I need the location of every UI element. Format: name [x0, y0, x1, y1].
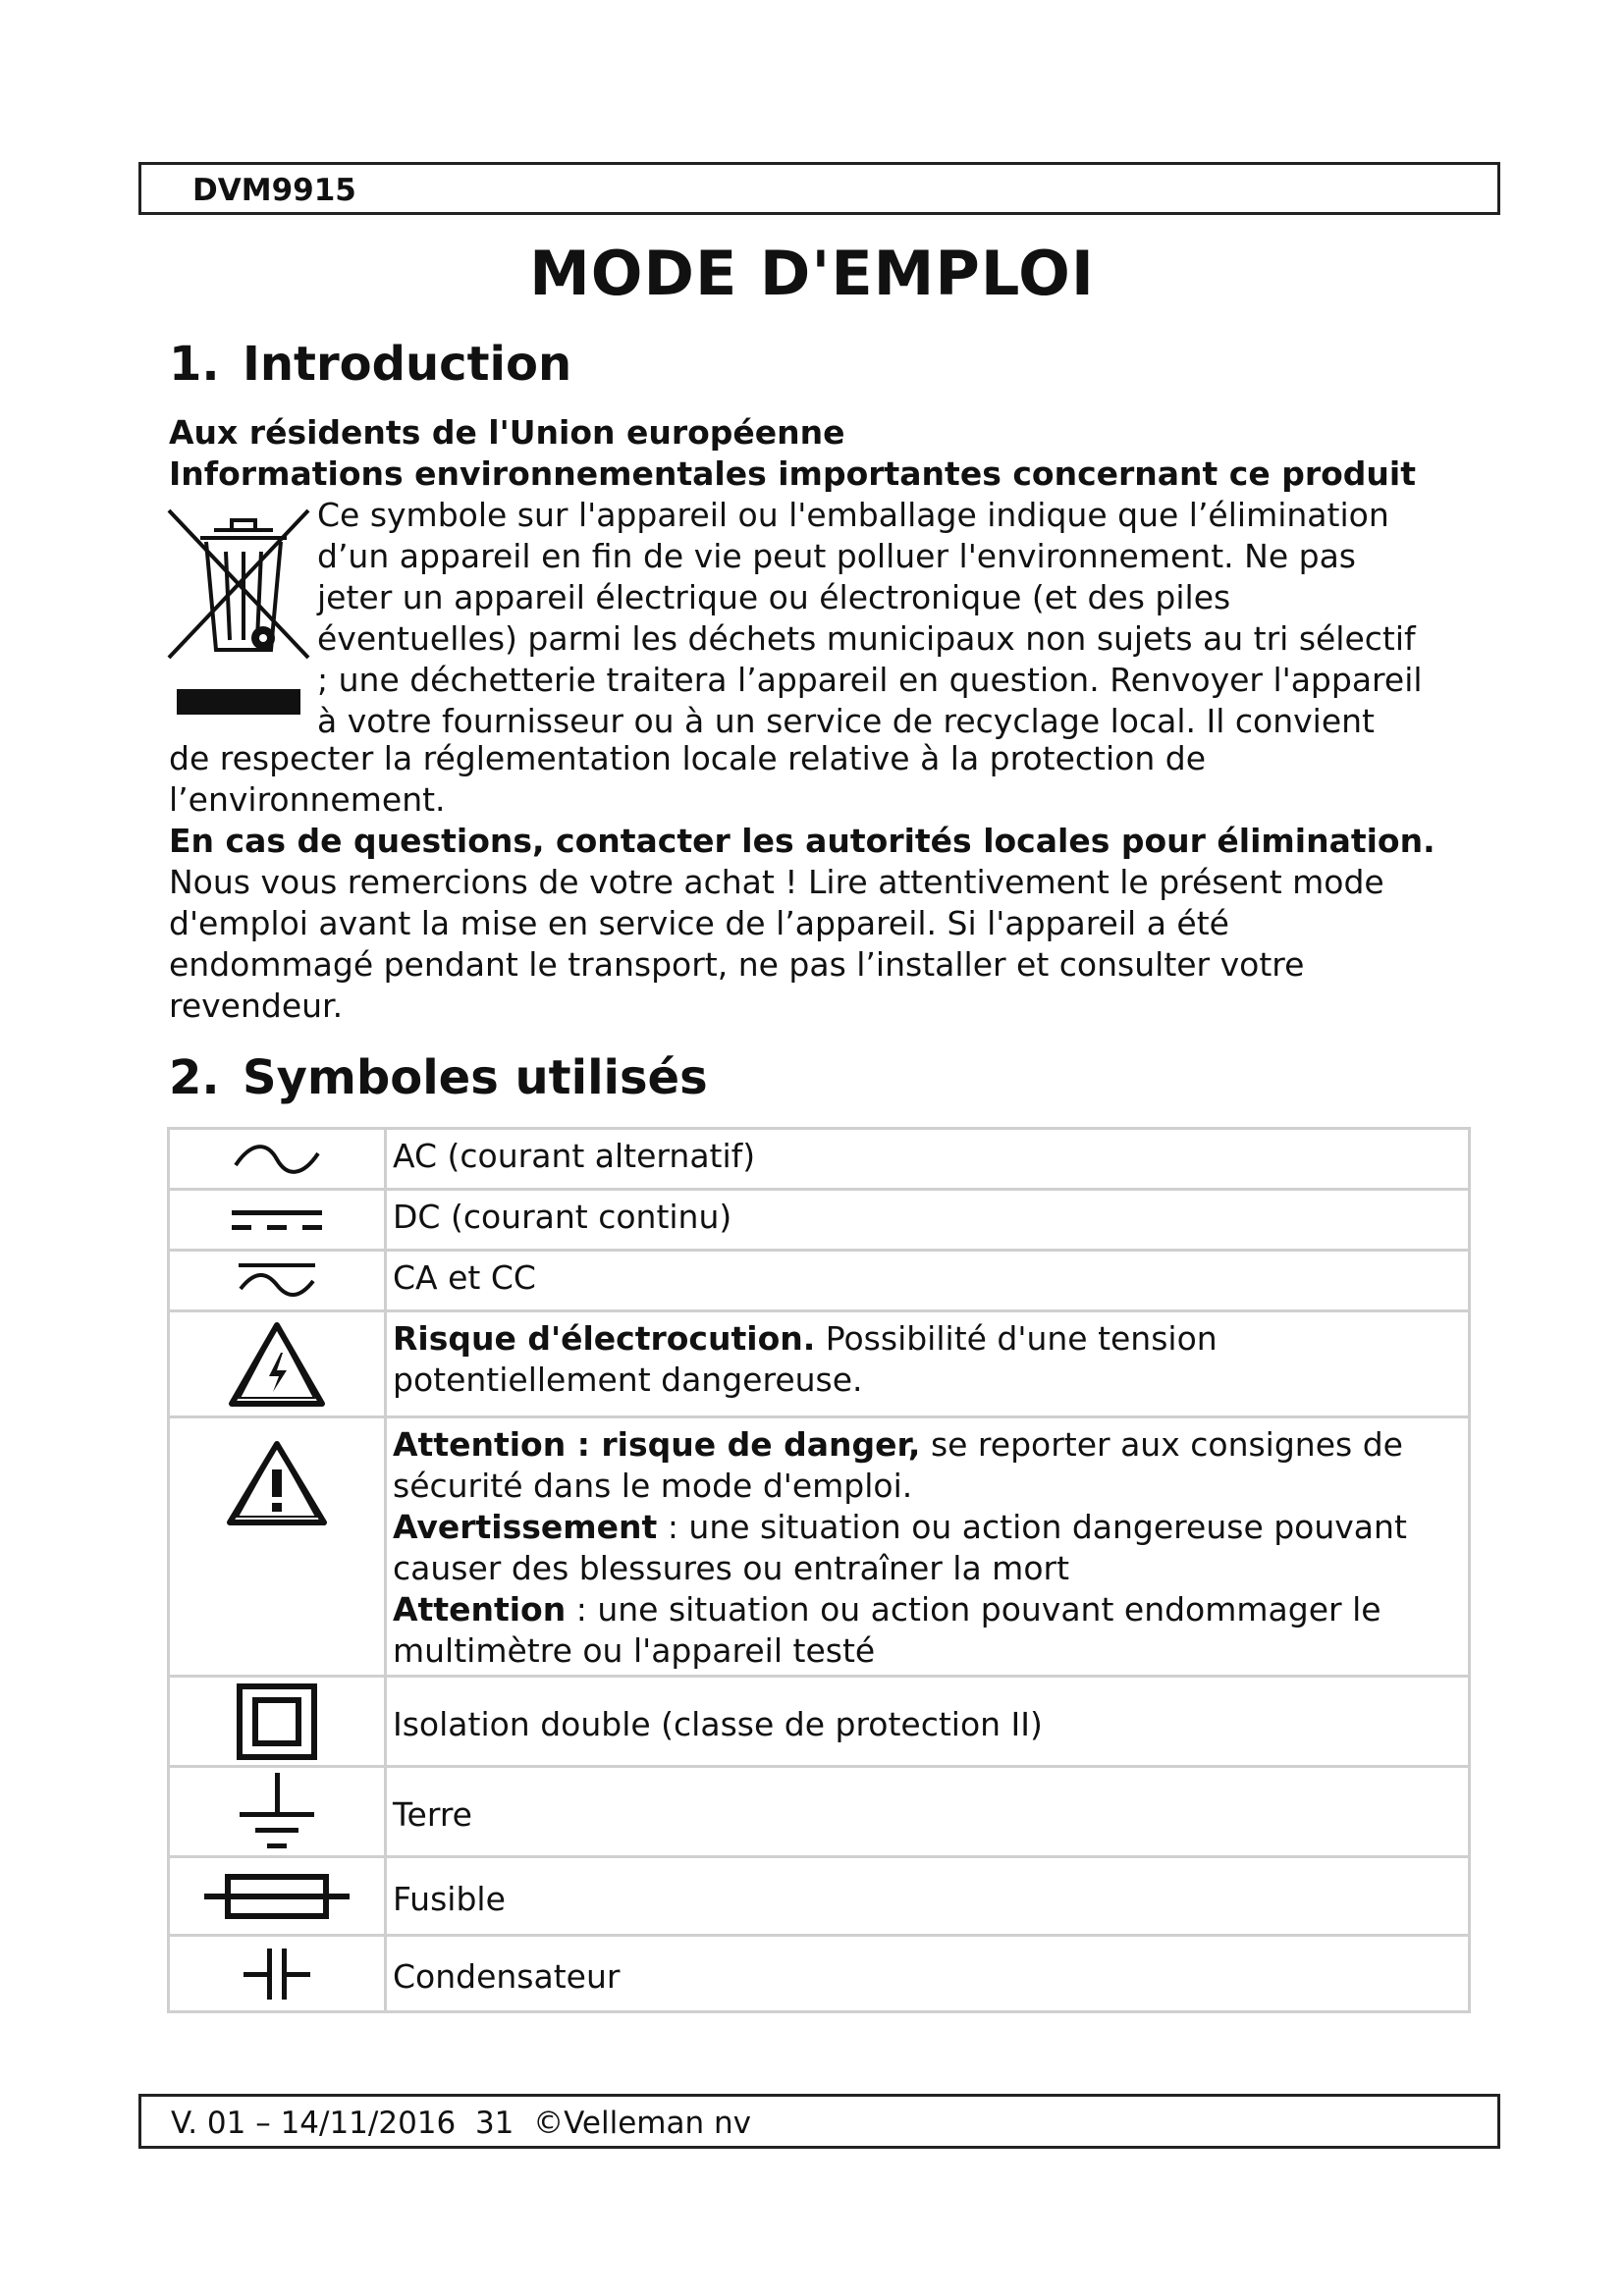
symbols-table	[167, 1127, 1471, 2013]
caution-bold: Attention	[393, 1590, 567, 1629]
table-row	[169, 1857, 1470, 1936]
symbol-description: Isolation double (classe de protection II)	[386, 1677, 1470, 1767]
section-number: 1.	[169, 337, 220, 392]
thanks-line: d'emploi avant la mise en service de l’appareil. Si l'appareil a été	[169, 904, 1229, 942]
symbol-cell	[169, 1251, 386, 1311]
thanks-line: endommagé pendant le transport, ne pas l’installer et consulter votre	[169, 945, 1305, 984]
shock-risk-text: Possibilité d'une tension	[815, 1319, 1218, 1358]
symbol-cell	[169, 1417, 386, 1677]
weee-crossed-bin-icon	[165, 503, 312, 728]
attention-bold: Attention : risque de danger,	[393, 1425, 921, 1464]
symbol-description: AC (courant alternatif)	[386, 1129, 1470, 1190]
symbol-description: CA et CC	[386, 1251, 1470, 1311]
double-insulation-icon	[236, 1682, 318, 1761]
thanks-line: Nous vous remercions de votre achat ! Lire attentivement le présent mode	[169, 863, 1384, 901]
table-row	[169, 1251, 1470, 1311]
symbol-cell	[169, 1936, 386, 2012]
warning-bold: Avertissement	[393, 1508, 658, 1546]
section-heading-symbols	[169, 1050, 708, 1105]
model-number: DVM9915	[192, 173, 356, 208]
warning-text: causer des blessures ou entraîner la mort	[393, 1549, 1070, 1587]
thanks-line: revendeur.	[169, 987, 344, 1025]
weee-line: éventuelles) parmi les déchets municipaux non sujets au tri sélectif	[317, 619, 1416, 658]
table-row	[169, 1677, 1470, 1767]
weee-line: de respecter la réglementation locale relative à la protection de	[169, 739, 1206, 777]
symbol-cell	[169, 1129, 386, 1190]
fuse-icon	[202, 1871, 352, 1922]
weee-line: ; une déchetterie traitera l’appareil en question. Renvoyer l'appareil	[317, 661, 1423, 699]
footer-text: V. 01 – 14/11/2016 31 ©Velleman nv	[171, 2106, 751, 2141]
weee-line: d’un appareil en fin de vie peut polluer l'environnement. Ne pas	[317, 537, 1356, 575]
symbol-cell	[169, 1857, 386, 1936]
symbol-description: Condensateur	[386, 1936, 1470, 2012]
ground-icon	[236, 1771, 318, 1853]
section-title: Introduction	[243, 337, 572, 392]
table-row	[169, 1190, 1470, 1251]
attention-text: se reporter aux consignes de	[920, 1425, 1403, 1464]
symbol-description	[386, 1311, 1470, 1417]
warning-text: : une situation ou action dangereuse pouvant	[657, 1508, 1407, 1546]
dc-icon	[228, 1202, 326, 1238]
caution-text: multimètre ou l'appareil testé	[393, 1631, 876, 1670]
header-box	[138, 162, 1500, 215]
table-row	[169, 1936, 1470, 2012]
symbol-cell	[169, 1311, 386, 1417]
section-number: 2.	[169, 1050, 220, 1105]
capacitor-icon	[240, 1945, 314, 2003]
table-row	[169, 1129, 1470, 1190]
symbol-cell	[169, 1190, 386, 1251]
shock-risk-line2: potentiellement dangereuse.	[393, 1361, 863, 1399]
attention-text: sécurité dans le mode d'emploi.	[393, 1467, 913, 1505]
electric-shock-warning-icon	[226, 1319, 328, 1410]
weee-line: l’environnement.	[169, 780, 446, 819]
table-row	[169, 1767, 1470, 1857]
footer-box	[138, 2094, 1500, 2149]
shock-risk-bold: Risque d'électrocution.	[393, 1319, 816, 1358]
symbol-description: Fusible	[386, 1857, 1470, 1936]
attention-warning-icon	[224, 1438, 330, 1528]
environment-info-heading: Informations environnementales importantes concernant ce produit	[169, 454, 1417, 493]
document-title: MODE D'EMPLOI	[529, 238, 1095, 309]
section-title: Symboles utilisés	[243, 1050, 708, 1105]
table-row	[169, 1417, 1470, 1677]
caution-text: : une situation ou action pouvant endommager le	[566, 1590, 1381, 1629]
ac-sine-icon	[230, 1140, 324, 1179]
symbol-cell	[169, 1677, 386, 1767]
eu-residents-heading: Aux résidents de l'Union européenne	[169, 413, 845, 452]
weee-line: jeter un appareil électrique ou électronique (et des piles	[317, 578, 1231, 616]
table-row	[169, 1311, 1470, 1417]
weee-line: Ce symbole sur l'appareil ou l'emballage indique que l’élimination	[317, 496, 1389, 534]
ac-dc-icon	[233, 1259, 321, 1303]
symbol-description: DC (courant continu)	[386, 1190, 1470, 1251]
symbol-cell	[169, 1767, 386, 1857]
contact-authorities-note: En cas de questions, contacter les autorités locales pour élimination.	[169, 822, 1435, 860]
section-heading-introduction	[169, 337, 571, 392]
symbol-description: Terre	[386, 1767, 1470, 1857]
symbol-description	[386, 1417, 1470, 1677]
weee-line: à votre fournisseur ou à un service de recyclage local. Il convient	[317, 702, 1375, 740]
